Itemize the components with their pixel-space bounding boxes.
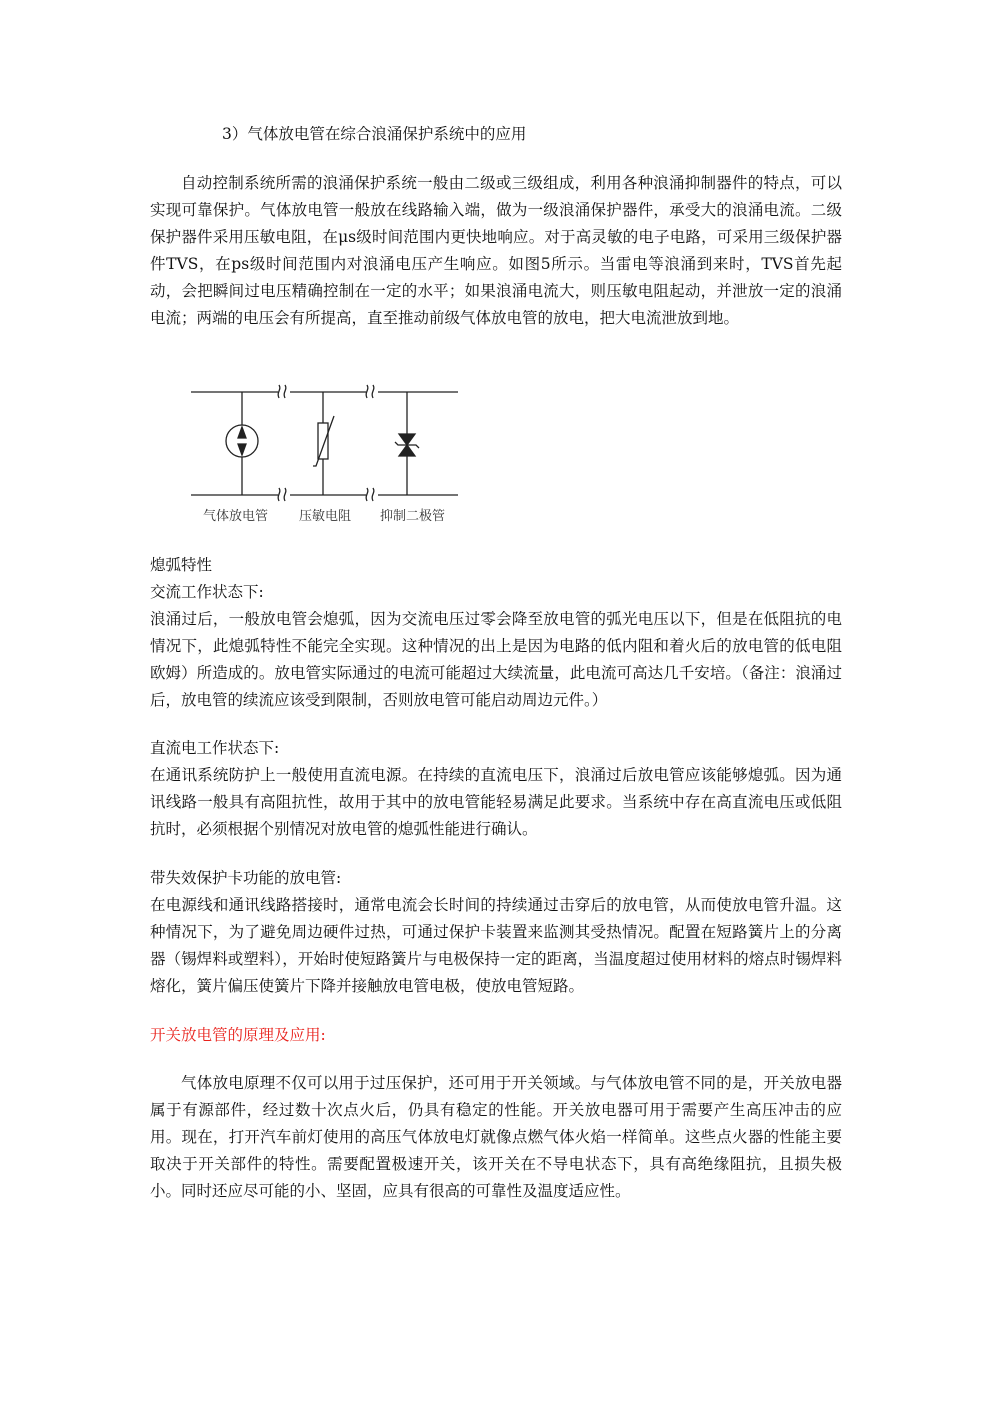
label-suppressor-diode: 抑制二极管 [380,509,446,524]
failsafe-heading: 带失效保护卡功能的放电管: [150,869,342,887]
ac-state-heading: 交流工作状态下: [150,583,264,601]
section-title-gas-discharge-application: 3）气体放电管在综合浪涌保护系统中的应用 [222,125,527,143]
line-break-mark-bottom-1 [278,488,286,501]
varistor-symbol [313,392,334,495]
line-break-mark-top-1 [278,385,286,398]
line-break-mark-top-2 [366,385,374,398]
line-break-mark-bottom-2 [366,488,374,501]
label-varistor: 压敏电阻 [299,509,352,524]
gas-discharge-tube-symbol [226,392,258,495]
circuit-svg [186,378,466,528]
dc-state-heading: 直流电工作状态下: [150,739,280,757]
switch-tube-paragraph: 气体放电原理不仅可以用于过压保护，还可用于开关领域。与气体放电管不同的是，开关放电器属于有源部件，经过数十次点火后，仍具有稳定的性能。开关放电器可用于需要产生高压冲击的应用。现在，打开汽车前灯使用的高压气体放电灯就像点燃气体火焰一样简单。这些点火器的性能主要取决于开关部件的特性。需要配置极速开关，该开关在不导电状态下，具有高绝缘阻抗，且损失极小。同时还应尽可能的小、坚固，应具有很高的可靠性及温度适应性。 [150,1074,842,1200]
label-gas-discharge-tube: 气体放电管 [203,509,269,524]
surge-protection-paragraph: 自动控制系统所需的浪涌保护系统一般由二级或三级组成，利用各种浪涌抑制器件的特点，可以实现可靠保护。气体放电管一般放在线路输入端，做为一级浪涌保护器件，承受大的浪涌电流。二级保护器件采用压敏电阻，在μs级时间范围内更快地响应。对于高灵敏的电子电路，可采用三级保护器件TVS，在ps级时间范围内对浪涌电压产生响应。如图5所示。当雷电等浪涌到来时，TVS首先起动，会把瞬间过电压精确控制在一定的水平；如果浪涌电流大，则压敏电阻起动，并泄放一定的浪涌电流；两端的电压会有所提高，直至推动前级气体放电管的放电，把大电流泄放到地。 [150,174,842,327]
failsafe-paragraph: 在电源线和通讯线路搭接时，通常电流会长时间的持续通过击穿后的放电管，从而使放电管升温。这种情况下，为了避免周边硬件过热，可通过保护卡装置来监测其受热情况。配置在短路簧片上的分离器（锡焊料或塑料），开始时使短路簧片与电极保持一定的距离，当温度超过使用材料的熔点时锡焊料熔化，簧片偏压使簧片下降并接触放电管电极，使放电管短路。 [150,896,842,995]
suppressor-diode-symbol [395,392,419,495]
switch-tube-heading: 开关放电管的原理及应用: [150,1026,326,1044]
ac-state-paragraph: 浪涌过后，一般放电管会熄弧，因为交流电压过零会降至放电管的弧光电压以下，但是在低阻抗的电情况下，此熄弧特性不能完全实现。这种情况的出上是因为电路的低内阻和着火后的放电管的低电阻欧姆）所造成的。放电管实际通过的电流可能超过大续流量，此电流可高达几千安培。（备注：浪涌过后，放电管的续流应该受到限制，否则放电管可能启动周边元件。） [150,610,842,709]
dc-state-paragraph: 在通讯系统防护上一般使用直流电源。在持续的直流电压下，浪涌过后放电管应该能够熄弧。因为通讯线路一般具有高阻抗性，故用于其中的放电管能轻易满足此要求。当系统中存在高直流电压或低阻抗时，必须根据个别情况对放电管的熄弧性能进行确认。 [150,766,842,838]
arc-extinguish-heading: 熄弧特性 [150,556,213,574]
surge-protection-circuit-diagram [186,378,466,528]
